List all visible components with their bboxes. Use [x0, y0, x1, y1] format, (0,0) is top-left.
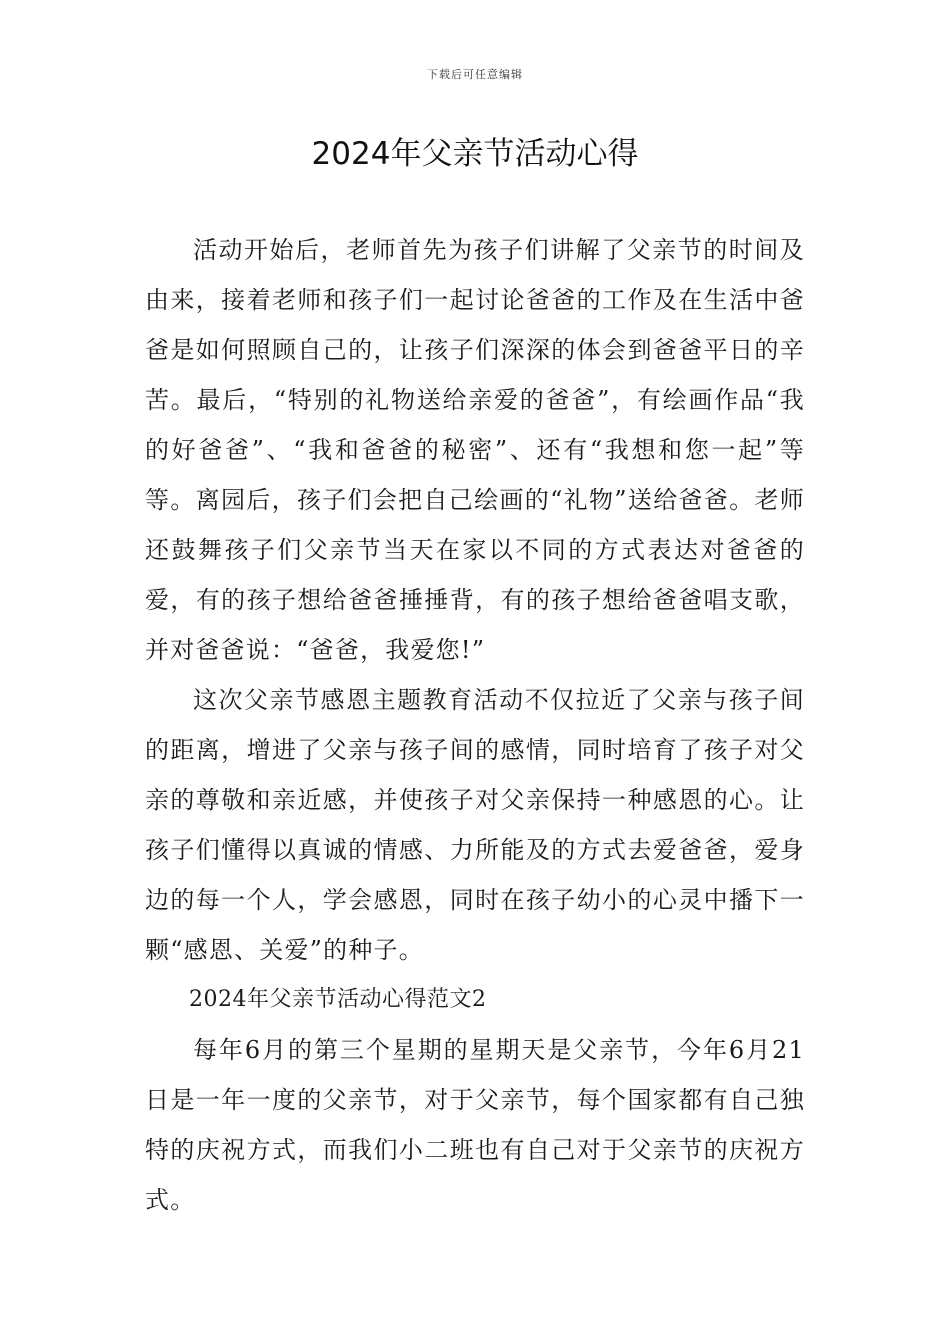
- document-title: 2024年父亲节活动心得: [311, 136, 639, 172]
- section-subheading: 2024年父亲节活动心得范文2: [189, 987, 487, 1012]
- paragraph-significance: 这次父亲节感恩主题教育活动不仅拉近了父亲与孩子间的距离，增进了父亲与孩子间的感情，同时培育了孩子对父亲的尊敬和亲近感，并使孩子对父亲保持一种感恩的心。让孩子们懂得以真诚的情感、力所能及的方式去爱爸爸，爱身边的每一个人，学会感恩，同时在孩子幼小的心灵中播下一颗“感恩、关爱”的种子。: [145, 686, 805, 964]
- document-body: [145, 225, 805, 1225]
- paragraph-fathers-day-date: 每年6月的第三个星期的星期天是父亲节，今年6月21日是一年一度的父亲节，对于父亲节，每个国家都有自己独特的庆祝方式，而我们小二班也有自己对于父亲节的庆祝方式。: [145, 1036, 805, 1214]
- paragraph-activity: 活动开始后，老师首先为孩子们讲解了父亲节的时间及由来，接着老师和孩子们一起讨论爸爸的工作及在生活中爸爸是如何照顾自己的，让孩子们深深的体会到爸爸平日的辛苦。最后，“特别的礼物送给亲爱的爸爸”，有绘画作品“我的好爸爸”、“我和爸爸的秘密”、还有“我想和您一起”等等。离园后，孩子们会把自己绘画的“礼物”送给爸爸。老师还鼓舞孩子们父亲节当天在家以不同的方式表达对爸爸的爱，有的孩子想给爸爸捶捶背，有的孩子想给爸爸唱支歌，并对爸爸说：“爸爸，我爱您!”: [145, 236, 805, 664]
- header-note: 下载后可任意编辑: [427, 68, 523, 81]
